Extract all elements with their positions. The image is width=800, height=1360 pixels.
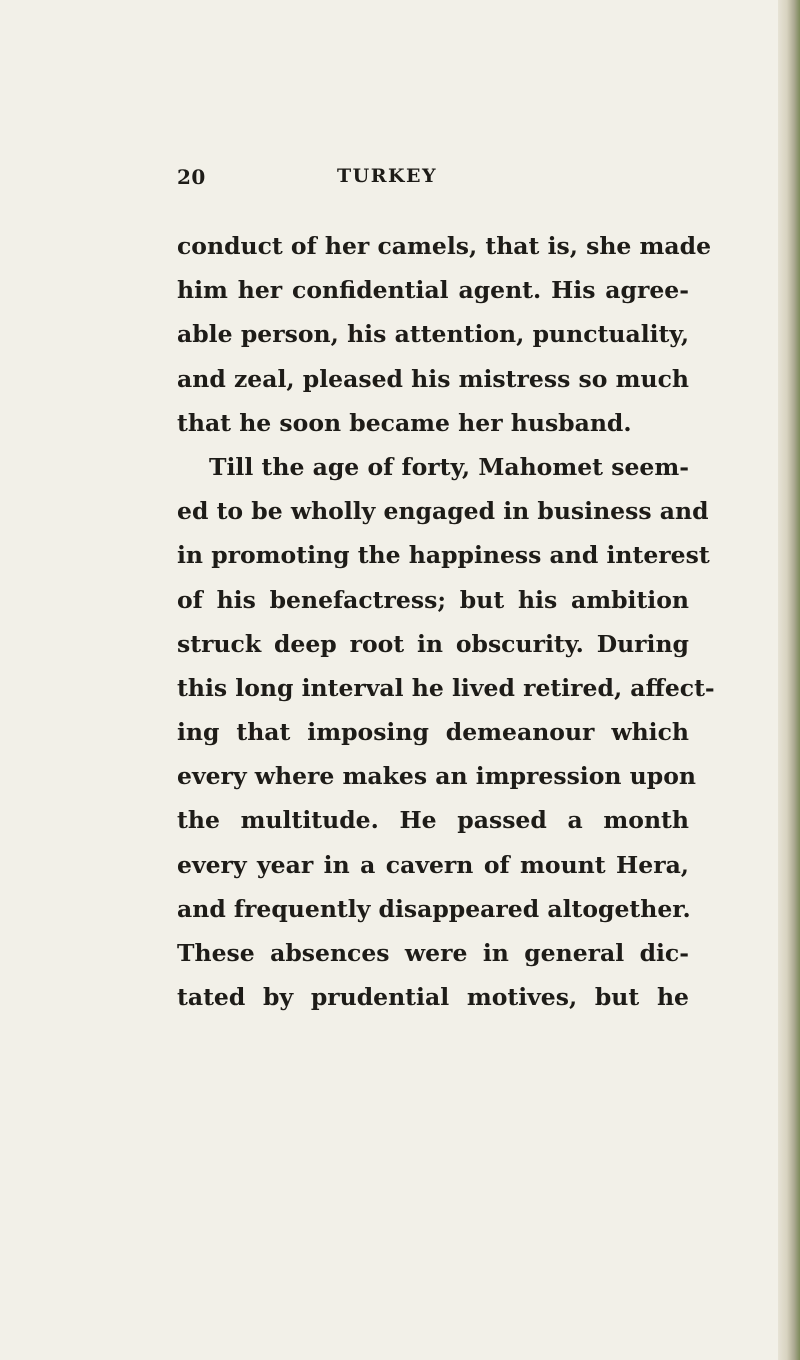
text-line: of his benefactress; but his ambition <box>177 585 689 614</box>
page-edge-binding <box>778 0 800 1360</box>
text-line: tated by prudential motives, but he <box>177 983 689 1012</box>
text-line: him her confidential agent. His agree- <box>177 276 689 305</box>
text-line: ed to be wholly engaged in business and <box>177 497 709 526</box>
text-line: and zeal, pleased his mistress so much <box>177 364 689 393</box>
text-line: able person, his attention, punctuality, <box>177 320 689 349</box>
text-line: the multitude. He passed a month <box>177 806 689 835</box>
page-number: 20 <box>177 165 206 189</box>
body-text <box>177 224 715 1019</box>
text-line: conduct of her camels, that is, she made <box>177 232 712 260</box>
text-line: in promoting the happiness and interest <box>177 541 710 570</box>
text-line: These absences were in general dic- <box>177 939 689 967</box>
text-line: that he soon became her husband. <box>177 408 632 437</box>
text-line: every where makes an impression upon <box>177 762 696 791</box>
text-line: every year in a cavern of mount Hera, <box>177 850 689 879</box>
text-line: this long interval he lived retired, affect- <box>177 673 715 702</box>
text-line: and frequently disappeared altogether. <box>177 894 691 923</box>
page-header <box>177 165 677 195</box>
text-line: Till the age of forty, Mahomet seem- <box>209 452 689 481</box>
text-line: struck deep root in obscurity. During <box>177 629 689 658</box>
running-title: TURKEY <box>337 165 438 187</box>
text-line: ing that imposing demeanour which <box>177 718 689 747</box>
